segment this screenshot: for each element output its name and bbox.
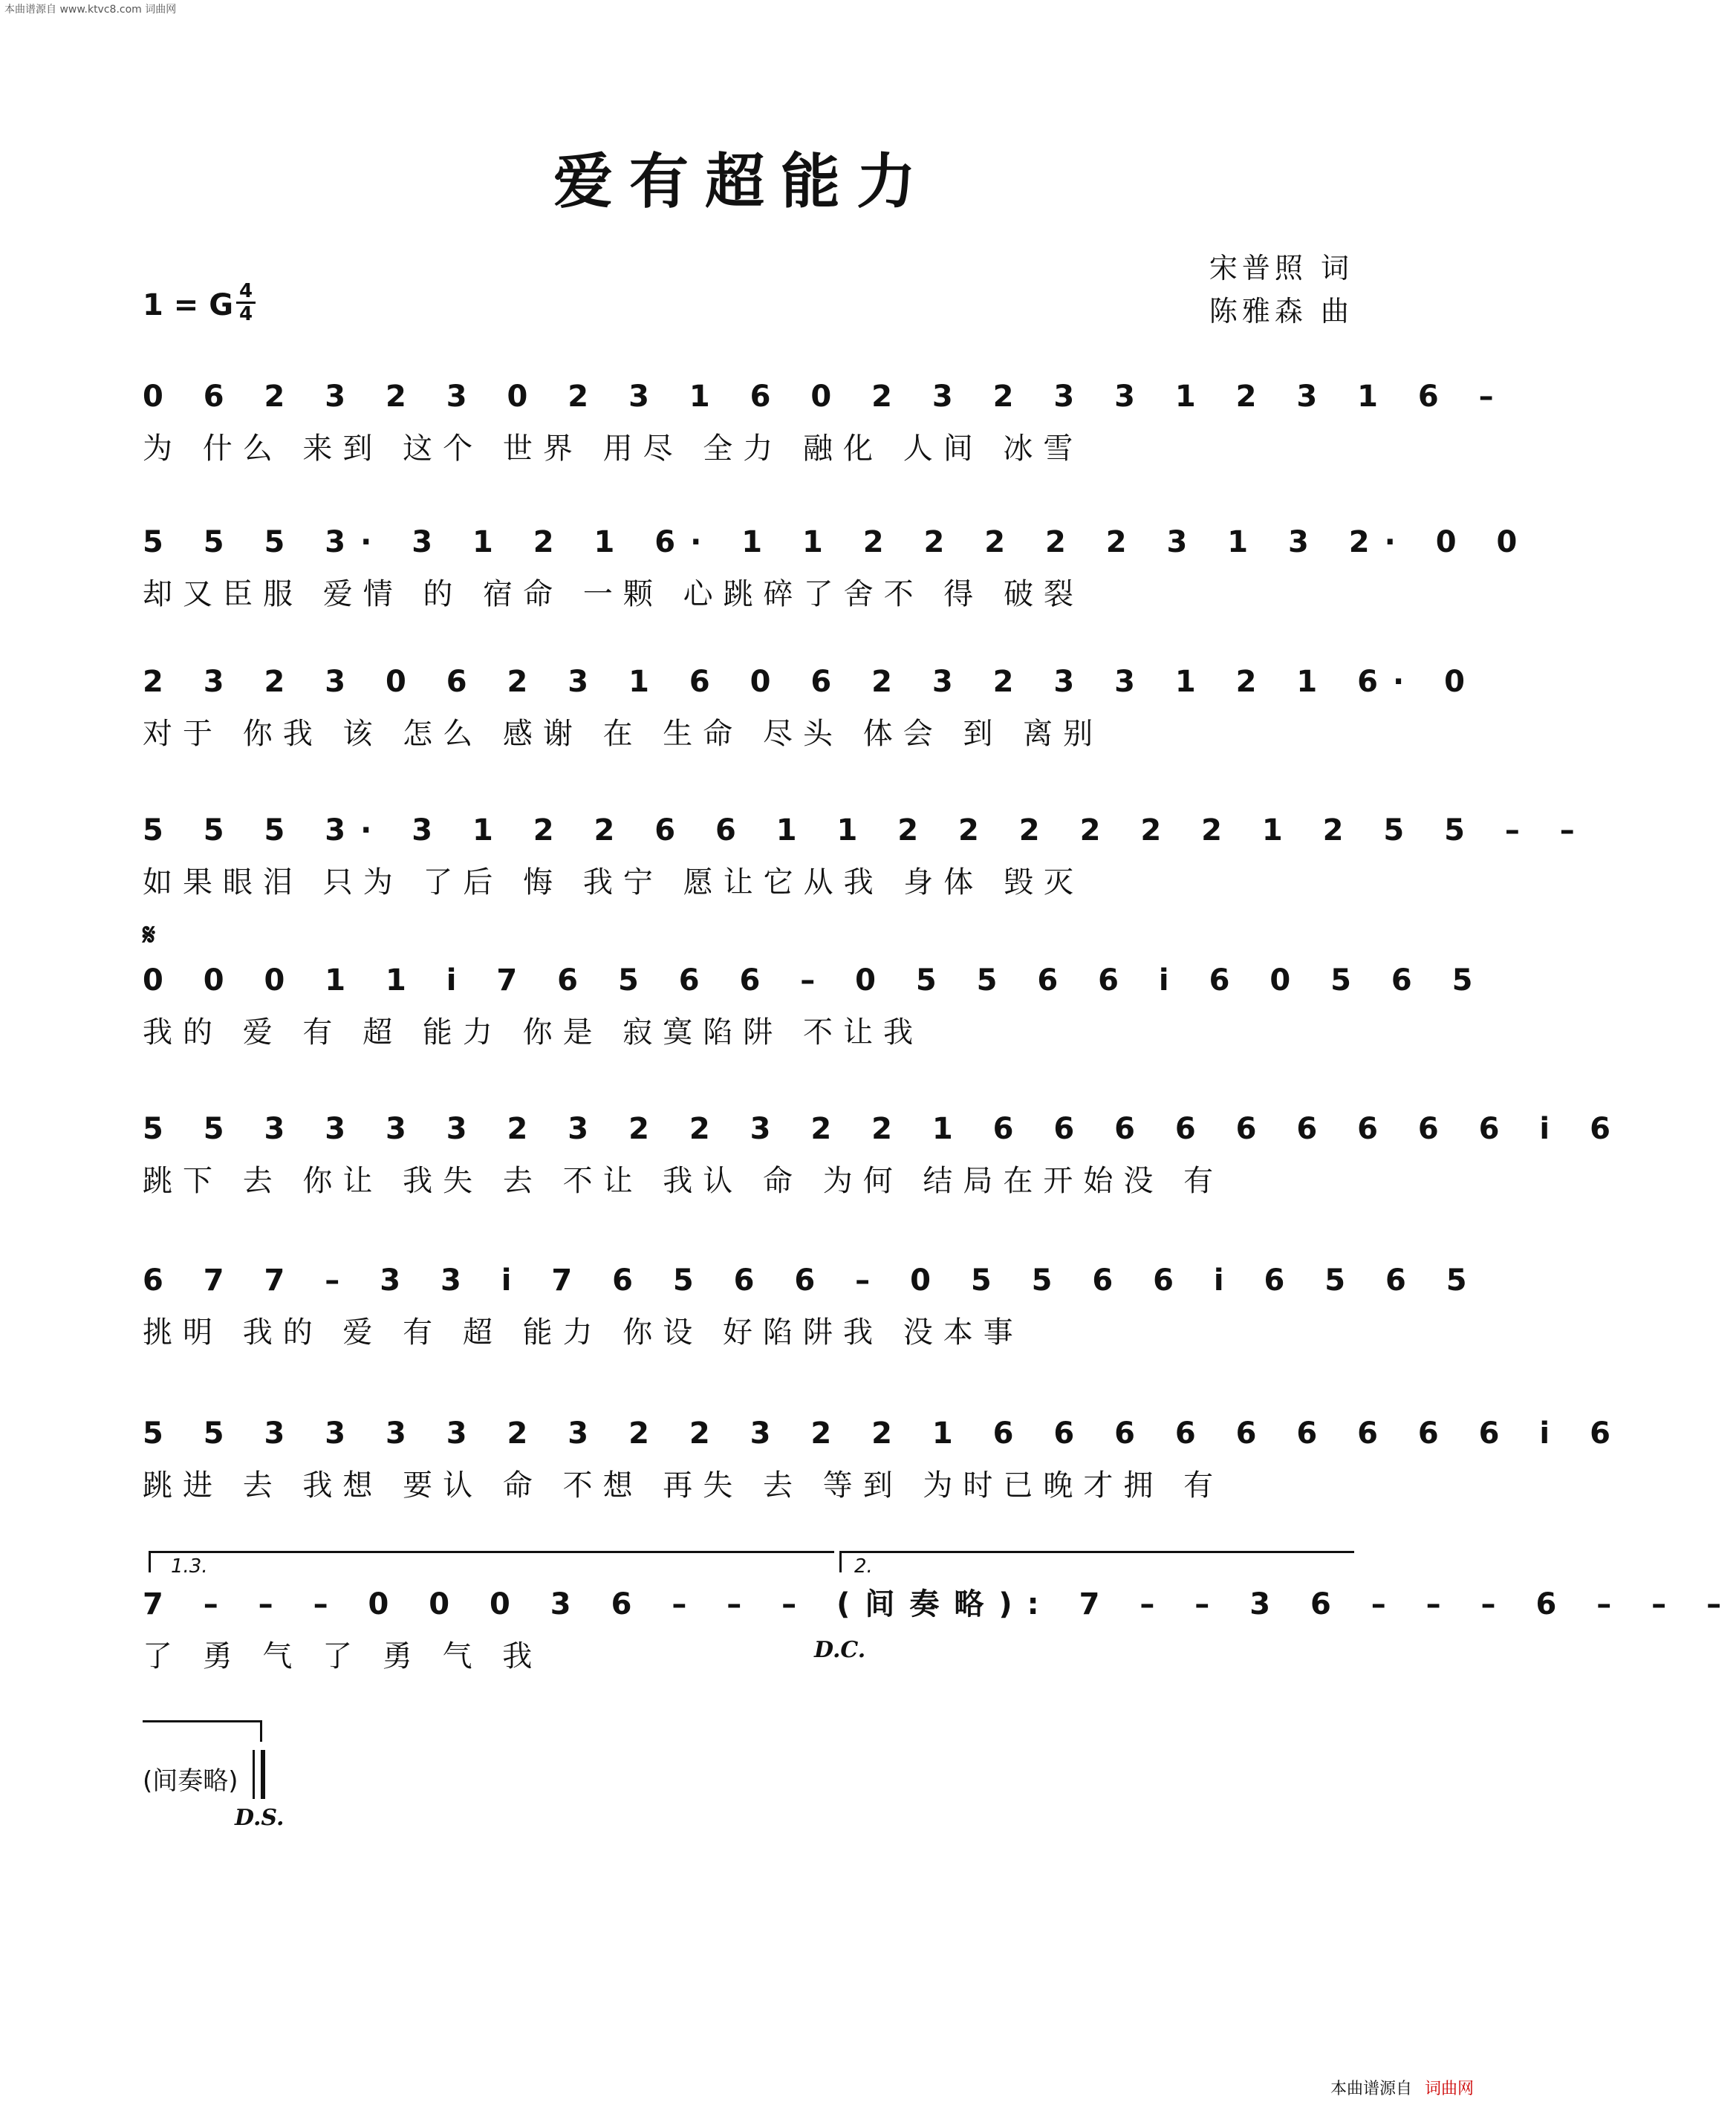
row-lyrics: 为 什么 来到 这个 世界 用尽 全力 融化 人间 冰雪 bbox=[143, 432, 1084, 466]
row-notes: 5 5 5 3· 3 1 2 2 6 6 1 1 2 2 2 2 2 2 1 2 5 5 – – bbox=[143, 813, 1590, 847]
row-notes: 0 6 2 3 2 3 0 2 3 1 6 0 2 3 2 3 3 1 2 3 1 6 – bbox=[143, 380, 1509, 414]
top-watermark: 本曲谱源自 www.ktvc8.com 词曲网 bbox=[4, 4, 177, 16]
volta-label-1: 1.3. bbox=[171, 1555, 208, 1578]
row-notes: 5 5 3 3 3 3 2 3 2 2 3 2 2 1 6 6 6 6 6 6 6 6 6 i 6 bbox=[143, 1416, 1625, 1451]
row-notes: 5 5 3 3 3 3 2 3 2 2 3 2 2 1 6 6 6 6 6 6 6 6 6 i 6 bbox=[143, 1112, 1625, 1146]
row-notes: 5 5 5 3· 3 1 2 1 6· 1 1 2 2 2 2 2 3 1 3 2· 0 0 bbox=[143, 525, 1532, 559]
lyricist-credit: 宋普照 词 bbox=[1209, 252, 1353, 284]
key-signature: 1 = G bbox=[143, 288, 234, 322]
row-notes: 2 3 2 3 0 6 2 3 1 6 0 6 2 3 2 3 3 1 2 1 6· 0 bbox=[143, 665, 1480, 699]
time-signature-bottom: 4 bbox=[238, 303, 253, 325]
coda-bracket bbox=[143, 1720, 262, 1742]
segno-sign: 𝄋 bbox=[143, 918, 156, 952]
row-lyrics: 跳进 去 我想 要认 命 不想 再失 去 等到 为时已晚才拥 有 bbox=[143, 1468, 1224, 1503]
row-lyrics: 挑明 我的 爱 有 超 能力 你设 好陷阱我 没本事 bbox=[143, 1315, 1024, 1350]
time-signature-top: 4 bbox=[238, 280, 253, 302]
row-lyrics: 跳下 去 你让 我失 去 不让 我认 命 为何 结局在开始没 有 bbox=[143, 1164, 1224, 1198]
row-lyrics: 却又臣服 爱情 的 宿命 一颗 心跳碎了舍不 得 破裂 bbox=[143, 577, 1085, 611]
bottom-watermark bbox=[1330, 2076, 1474, 2099]
volta-bracket-1 bbox=[149, 1551, 834, 1572]
end-repeat-bar bbox=[253, 1750, 265, 1799]
row-lyrics: 了 勇 气 了 勇 气 我 bbox=[143, 1639, 543, 1673]
bottom-watermark-text: 本曲谱源自 bbox=[1330, 2080, 1412, 2098]
song-title: 爱有超能力 bbox=[553, 146, 932, 216]
row-lyrics: 对于 你我 该 怎么 感谢 在 生命 尽头 体会 到 离别 bbox=[143, 717, 1104, 751]
row-notes: 6 7 7 – 3 3 i 7 6 5 6 6 – 0 5 5 6 6 i 6 5 6 5 bbox=[143, 1263, 1482, 1298]
interlude-label: (间奏略) bbox=[143, 1766, 238, 1796]
volta-label-2: 2. bbox=[854, 1555, 873, 1578]
row-lyrics: 如果眼泪 只为 了后 悔 我宁 愿让它从我 身体 毁灭 bbox=[143, 865, 1085, 899]
bottom-watermark-brand: 词曲网 bbox=[1424, 2080, 1474, 2098]
time-signature bbox=[236, 281, 256, 325]
dc-marking: D.C. bbox=[814, 1637, 866, 1663]
ds-marking: D.S. bbox=[235, 1805, 285, 1831]
volta-bracket-2 bbox=[839, 1551, 1354, 1572]
row-notes: 7 – – – 0 0 0 3 6 – – – (间奏略): 7 – – 3 6 – – – 6 – – – bbox=[143, 1587, 1736, 1621]
composer-credit: 陈雅森 曲 bbox=[1209, 295, 1353, 328]
row-notes: 0 0 0 1 1 i 7 6 5 6 6 – 0 5 5 6 6 i 6 0 5 6 5 bbox=[143, 963, 1488, 998]
row-lyrics: 我的 爱 有 超 能力 你是 寂寞陷阱 不让我 bbox=[143, 1015, 924, 1050]
